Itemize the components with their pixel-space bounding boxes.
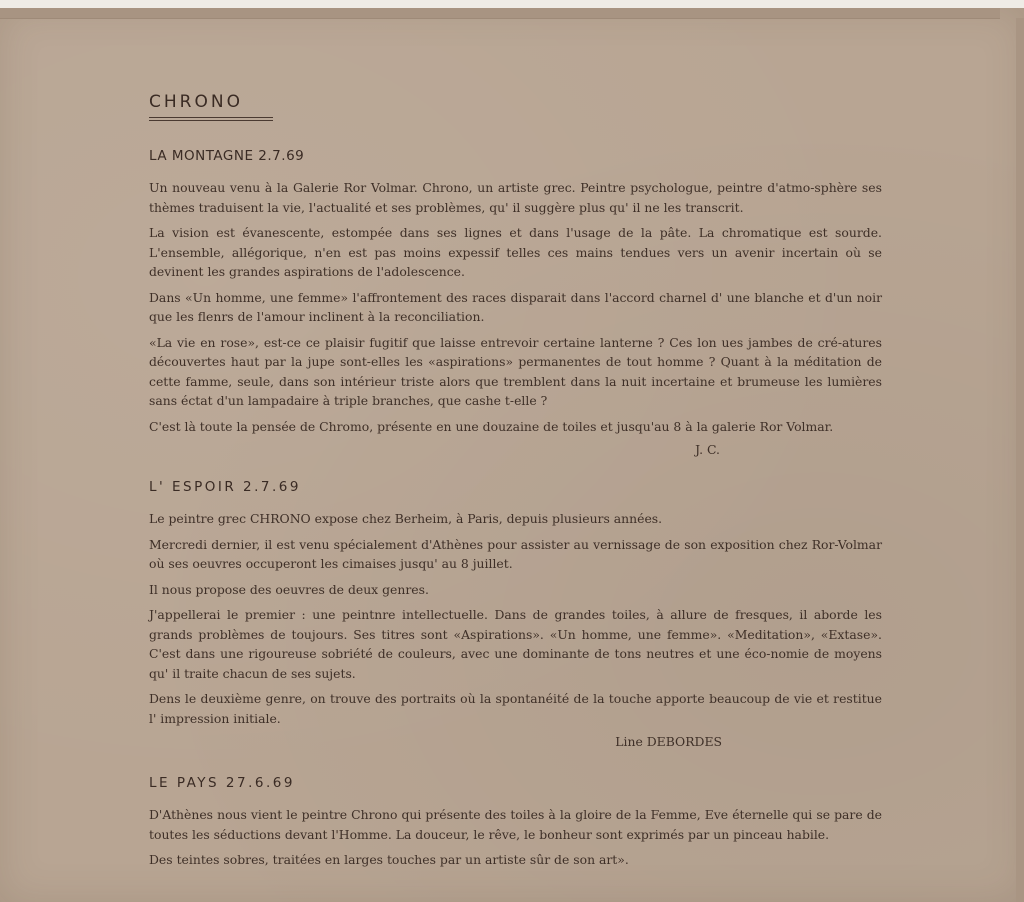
paragraph: La vision est évanescente, estompée dans ses lignes et dans l'usage de la pâte. La chromatique est sourde. L'ensemble, allégorique, n'en est pas moins expessif telles ces mains tendues vers un avenir incertain où se devinent les grandes aspirations de l'adolescence. — [149, 225, 882, 279]
paragraph: Un nouveau venu à la Galerie Ror Volmar. Chrono, un artiste grec. Peintre psychologue, peintre d'atmo-sphère ses thèmes traduisent la vie, l'actualité et ses problèmes, qu' il suggère plus qu' il ne les transcrit. — [149, 180, 882, 215]
section-heading: L' ESPOIR 2.7.69 — [149, 478, 301, 495]
document-body — [149, 93, 882, 876]
section-l-espoir — [149, 478, 882, 752]
paragraph: Des teintes sobres, traitées en larges touches par un artiste sûr de son art». — [149, 852, 629, 867]
paragraph: Il nous propose des oeuvres de deux genres. — [149, 581, 429, 597]
section-heading: LE PAYS 27.6.69 — [149, 774, 295, 791]
paper-sheet — [0, 8, 1024, 902]
signature: J. C. — [695, 442, 720, 457]
paragraph: Le peintre grec CHRONO expose chez Berheim, à Paris, depuis plusieurs années. — [149, 511, 663, 526]
document-title: CHRONO — [149, 92, 243, 112]
paper-top-edge — [0, 8, 1000, 19]
paragraph: Mercredi dernier, il est venu spécialement d'Athènes pour assister au vernissage de son exposition chez Ror-Volmar où ses oeuvres occuperont les cimaises jusqu' au 8 juillet. — [149, 536, 882, 571]
paragraph: «La vie en rose», est-ce ce plaisir fugitif que laisse entrevoir certaine lanterne ? Ces lon ues jambes de cré-atures découvertes haut par la jupe sont-elles les «aspirations» permanentes de tout homme ? Quant à la méditation de cette famme, seule, dans son intérieur triste alors que tremblent dans la nuit incertaine et brumeuse les lumières sans éctat d'un lampadaire à triple branches, que cashe t-elle ? — [149, 334, 882, 408]
paragraph: D'Athènes nous vient le peintre Chrono qui présente des toiles à la gloire de la Femme, Eve éternelle qui se pare de toutes les séductions devant l'Homme. La douceur, le rêve, le bonheur sont exprimés par un pinceau habile. — [149, 807, 882, 842]
paragraph: J'appellerai le premier : une peintnre intellectuelle. Dans de grandes toiles, à allure de fresques, il aborde les grands problèmes de toujours. Ses titres sont «Aspirations». «Un homme, une femme». «Meditation», «Extase». C'est dans une rigoureuse sobriété de couleurs, avec une dominante de tons neutres et une éco-nomie de moyens qu' il traite chacun de ses sujets. — [149, 607, 882, 681]
paragraph: Dans «Un homme, une femme» l'affrontement des races disparait dans l'accord charnel d' une blanche et d'un noir que les flenrs de l'amour inclinent à la reconciliation. — [149, 289, 882, 324]
paper-right-edge — [1016, 18, 1024, 902]
section-le-pays — [149, 774, 882, 870]
section-heading: LA MONTAGNE 2.7.69 — [149, 147, 305, 164]
title-underline — [149, 117, 273, 121]
paragraph: Dens le deuxième genre, on trouve des portraits où la spontanéité de la touche apporte beaucoup de vie et restitue l' impression initiale. — [149, 691, 882, 726]
paragraph: C'est là toute la pensée de Chromo, présente en une douzaine de toiles et jusqu'au 8 à la galerie Ror Volmar. — [149, 418, 834, 434]
signature: Line DEBORDES — [615, 734, 722, 749]
section-la-montagne — [149, 147, 882, 460]
